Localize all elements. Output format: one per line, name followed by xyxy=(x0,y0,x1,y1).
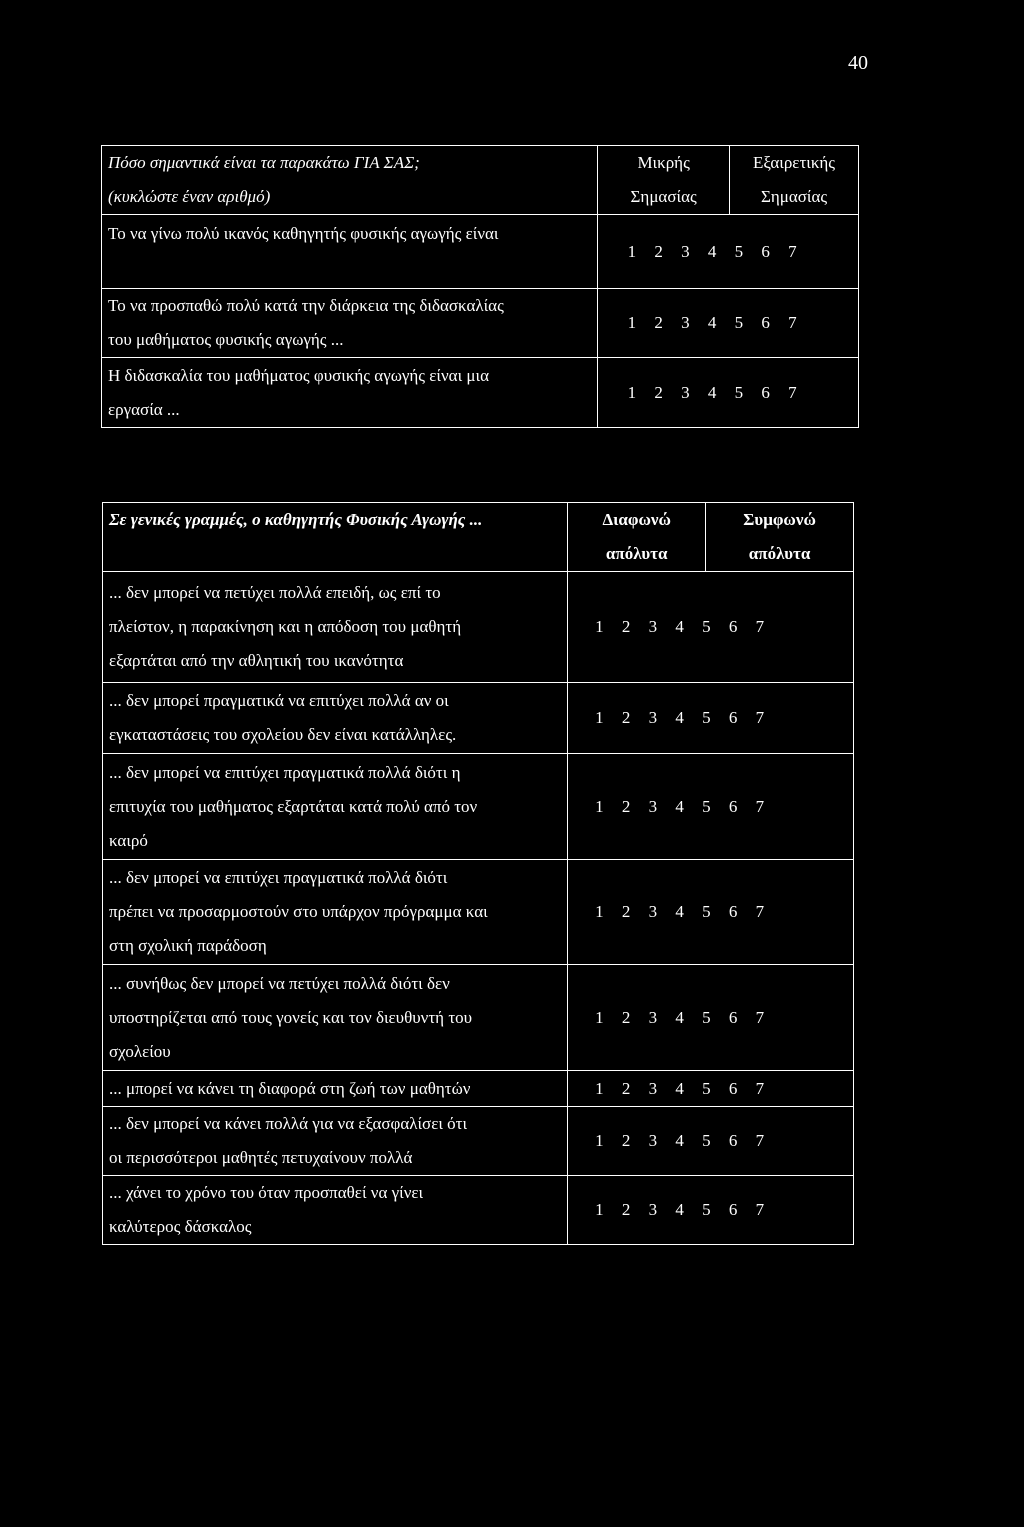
statement-line: Το να γίνω πολύ ικανός καθηγητής φυσικής αγωγής είναι xyxy=(108,224,499,243)
statement-line: σχολείου xyxy=(109,1041,171,1061)
statement-line: ... δεν μπορεί να επιτύχει πραγματικά πολλά διότι η xyxy=(109,762,461,782)
statement xyxy=(103,1107,568,1176)
statement-line: επιτυχία του μαθήματος εξαρτάται κατά πολύ από τον xyxy=(109,796,478,816)
table-row xyxy=(103,1176,854,1245)
prompt-instruction: (κυκλώστε έναν αριθμό) xyxy=(108,187,271,206)
statement-line: του μαθήματος φυσικής αγωγής ... xyxy=(108,330,344,349)
statement-line: οι περισσότεροι μαθητές πετυχαίνουν πολλά xyxy=(109,1148,413,1167)
rating-scale[interactable]: 1 2 3 4 5 6 7 xyxy=(568,683,854,754)
table-header-row xyxy=(103,503,854,572)
rating-scale[interactable]: 1 2 3 4 5 6 7 xyxy=(568,754,854,860)
table-row xyxy=(103,683,854,754)
label-line: Μικρής xyxy=(637,153,690,172)
statement-line: πλείστον, η παρακίνηση και η απόδοση του μαθητή xyxy=(109,617,462,636)
table-row xyxy=(103,572,854,683)
statement-line: ... συνήθως δεν μπορεί να πετύχει πολλά διότι δεν xyxy=(109,973,450,993)
page-number: 40 xyxy=(848,52,868,74)
scale-low-label xyxy=(568,503,706,572)
statement-line: εξαρτάται από την αθλητική του ικανότητα xyxy=(109,651,404,670)
label-line: Σημασίας xyxy=(630,187,697,206)
statement-line: υποστηρίζεται από τους γονείς και τον διευθυντή του xyxy=(109,1007,473,1027)
statement-line: καλύτερος δάσκαλος xyxy=(109,1217,252,1236)
statement-line: ... δεν μπορεί πραγματικά να επιτύχει πολλά αν οι xyxy=(109,691,449,710)
table-header-row xyxy=(102,146,859,215)
statement xyxy=(103,860,568,965)
table-prompt xyxy=(102,146,598,215)
rating-scale[interactable]: 1 2 3 4 5 6 7 xyxy=(568,860,854,965)
statement xyxy=(102,289,598,358)
label-line: Συμφωνώ xyxy=(743,510,816,529)
label-line: Σημασίας xyxy=(760,187,828,206)
importance-table xyxy=(101,145,859,428)
prompt-line: Σε γενικές γραμμές, ο καθηγητής Φυσικής Αγωγής ... xyxy=(109,510,483,529)
statement-line: ... χάνει το χρόνο του όταν προσπαθεί να γίνει xyxy=(109,1183,424,1202)
statement-line: Η διδασκαλία του μαθήματος φυσικής αγωγής είναι μια xyxy=(108,365,489,385)
table-row xyxy=(103,965,854,1071)
statement-line: Το να προσπαθώ πολύ κατά την διάρκεια της διδασκαλίας xyxy=(108,296,504,315)
statement xyxy=(103,572,568,683)
statement xyxy=(103,965,568,1071)
rating-scale[interactable]: 1 2 3 4 5 6 7 xyxy=(568,965,854,1071)
rating-scale[interactable]: 1 2 3 4 5 6 7 xyxy=(598,358,859,428)
rating-scale[interactable]: 1 2 3 4 5 6 7 xyxy=(568,572,854,683)
statement-line: ... μπορεί να κάνει τη διαφορά στη ζωή των μαθητών xyxy=(109,1078,471,1098)
table-row xyxy=(103,1107,854,1176)
table-row xyxy=(102,289,859,358)
statement-line: ... δεν μπορεί να κάνει πολλά για να εξασφαλίσει ότι xyxy=(109,1114,468,1133)
scale-high-label xyxy=(730,146,859,215)
scale-high-label xyxy=(706,503,854,572)
statement-line: εγκαταστάσεις του σχολείου δεν είναι κατάλληλες. xyxy=(109,725,457,744)
rating-scale[interactable]: 1 2 3 4 5 6 7 xyxy=(568,1176,854,1245)
table-row xyxy=(103,860,854,965)
label-line: Εξαιρετικής xyxy=(753,153,836,172)
rating-scale[interactable]: 1 2 3 4 5 6 7 xyxy=(568,1071,854,1107)
statement-line: ... δεν μπορεί να επιτύχει πραγματικά πολλά διότι xyxy=(109,868,448,887)
table-row xyxy=(103,754,854,860)
statement xyxy=(103,1176,568,1245)
table-row xyxy=(102,215,859,289)
statement xyxy=(102,215,598,289)
statement xyxy=(102,358,598,428)
statement-line: στη σχολική παράδοση xyxy=(109,936,267,955)
prompt-line: Πόσο σημαντικά είναι τα παρακάτω ΓΙΑ ΣΑΣ; xyxy=(108,153,420,172)
label-line: απόλυτα xyxy=(748,544,811,563)
statement-line: εργασία ... xyxy=(108,399,180,419)
rating-scale[interactable]: 1 2 3 4 5 6 7 xyxy=(568,1107,854,1176)
label-line: Διαφωνώ xyxy=(602,510,671,529)
rating-scale[interactable]: 1 2 3 4 5 6 7 xyxy=(598,215,859,289)
statement xyxy=(103,754,568,860)
scale-low-label xyxy=(598,146,730,215)
statement-line: ... δεν μπορεί να πετύχει πολλά επειδή, ως επί το xyxy=(109,583,441,602)
statement xyxy=(103,1071,568,1107)
rating-scale[interactable]: 1 2 3 4 5 6 7 xyxy=(598,289,859,358)
table-row xyxy=(102,358,859,428)
label-line: απόλυτα xyxy=(605,544,668,563)
statement xyxy=(103,683,568,754)
agreement-table xyxy=(102,502,854,1245)
table-prompt xyxy=(103,503,568,572)
statement-line: καιρό xyxy=(109,830,148,850)
statement-line: πρέπει να προσαρμοστούν στο υπάρχον πρόγραμμα και xyxy=(109,902,488,921)
table-row xyxy=(103,1071,854,1107)
